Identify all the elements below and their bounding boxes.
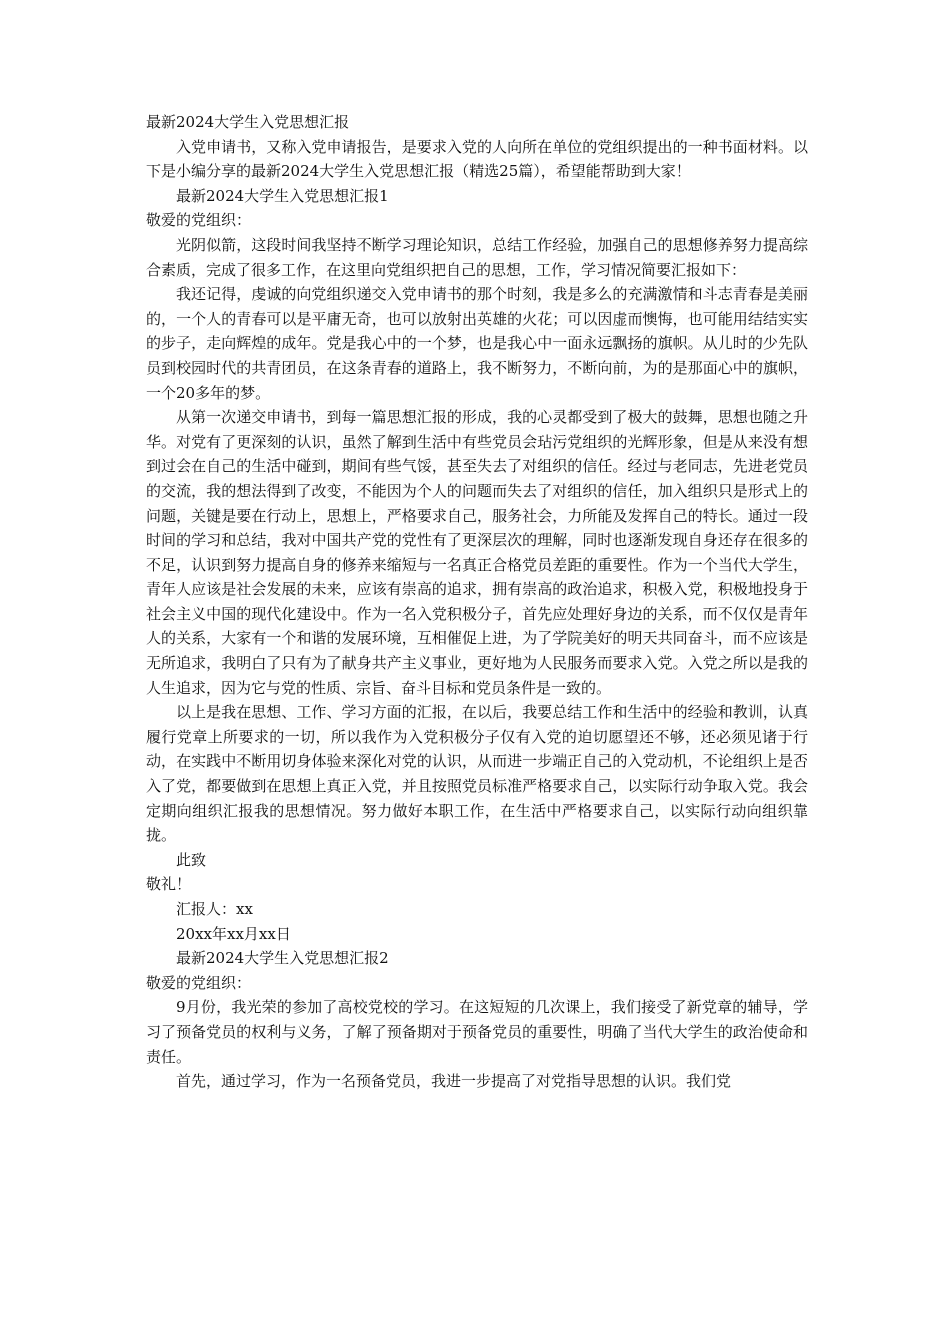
section-heading-1: 最新2024大学生入党思想汇报1 bbox=[176, 186, 389, 205]
salutation-1: 敬爱的党组织： bbox=[146, 211, 252, 230]
section-heading-2: 最新2024大学生入党思想汇报2 bbox=[176, 949, 389, 968]
body-paragraph: 我还记得，虔诚的向党组织递交入党申请书的那个时刻，我是多么的充满激情和斗志青春是美丽的，一个人的青春可以是平庸无奇，也可以放射出英雄的火花；可以因虚而懊悔，也可能用结结实实的步子，走向辉煌的成年。党是我心中的一个梦，也是我心中一面永远飘扬的旗帜。从儿时的少先队员到校园时代的共青团员，在这条青春的道路上，我不断努力，不断向前，为的是那面心中的旗帜，一个20多年的梦。 bbox=[146, 285, 808, 402]
body-paragraph: 以上是我在思想、工作、学习方面的汇报，在以后，我要总结工作和生活中的经验和教训，认真履行党章上所要求的一切，所以我作为入党积极分子仅有入党的迫切愿望还不够，还必须见诸于行动，在实践中不断用切身体验来深化对党的认识，从而进一步端正自己的入党动机，不论组织上是否入了党，都要做到在思想上真正入党，并且按照党员标准严格要求自己，以实际行动争取入党。我会定期向组织汇报我的思想情况。努力做好本职工作，在生活中严格要求自己，以实际行动向组织靠拢。 bbox=[146, 703, 808, 845]
intro-paragraph: 入党申请书，又称入党申请报告，是要求入党的人向所在单位的党组织提出的一种书面材料。以下是小编分享的最新2024大学生入党思想汇报（精选25篇），希望能帮助到大家！ bbox=[146, 137, 808, 181]
document-page bbox=[146, 110, 808, 1094]
body-paragraph: 光阴似箭，这段时间我坚持不断学习理论知识，总结工作经验，加强自己的思想修养努力提高综合素质，完成了很多工作，在这里向党组织把自己的思想，工作，学习情况简要汇报如下： bbox=[146, 235, 808, 279]
body-paragraph: 首先，通过学习，作为一名预备党员，我进一步提高了对党指导思想的认识。我们党 bbox=[176, 1072, 732, 1091]
salutation-2: 敬爱的党组织： bbox=[146, 973, 252, 992]
reporter-line: 汇报人：xx bbox=[176, 900, 253, 918]
salute-text: 敬礼！ bbox=[146, 875, 192, 894]
body-paragraph: 从第一次递交申请书，到每一篇思想汇报的形成，我的心灵都受到了极大的鼓舞，思想也随之升华。对党有了更深刻的认识，虽然了解到生活中有些党员会玷污党组织的光辉形象，但是从来没有想到过会在自己的生活中碰到，期间有些气馁，甚至失去了对组织的信任。经过与老同志，先进老党员的交流，我的想法得到了改变，不能因为个人的问题而失去了对组织的信任，加入组织只是形式上的问题，关键是要在行动上，思想上，严格要求自己，服务社会，力所能及发挥自己的特长。通过一段时间的学习和总结，我对中国共产党的党性有了更深层次的理解，同时也逐渐发现自身还存在很多的不足，认识到努力提高自身的修养来缩短与一名真正合格党员差距的重要性。作为一个当代大学生，青年人应该是社会发展的未来，应该有崇高的追求，拥有崇高的政治追求，积极入党，积极地投身于社会主义中国的现代化建设中。作为一名入党积极分子，首先应处理好身边的关系，而不仅仅是青年人的关系，大家有一个和谐的发展环境，互相催促上进，为了学院美好的明天共同奋斗，而不应该是无所追求，我明白了只有为了献身共产主义事业，更好地为人民服务而要求入党。入党之所以是我的人生追求，因为它与党的性质、宗旨、奋斗目标和党员条件是一致的。 bbox=[146, 408, 808, 697]
body-paragraph: 9月份，我光荣的参加了高校党校的学习。在这短短的几次课上，我们接受了新党章的辅导，学习了预备党员的权利与义务，了解了预备期对于预备党员的重要性，明确了当代大学生的政治使命和责任。 bbox=[146, 998, 808, 1066]
date-line: 20xx年xx月xx日 bbox=[176, 924, 291, 943]
closing-text: 此致 bbox=[176, 850, 207, 869]
document-title: 最新2024大学生入党思想汇报 bbox=[146, 113, 350, 131]
